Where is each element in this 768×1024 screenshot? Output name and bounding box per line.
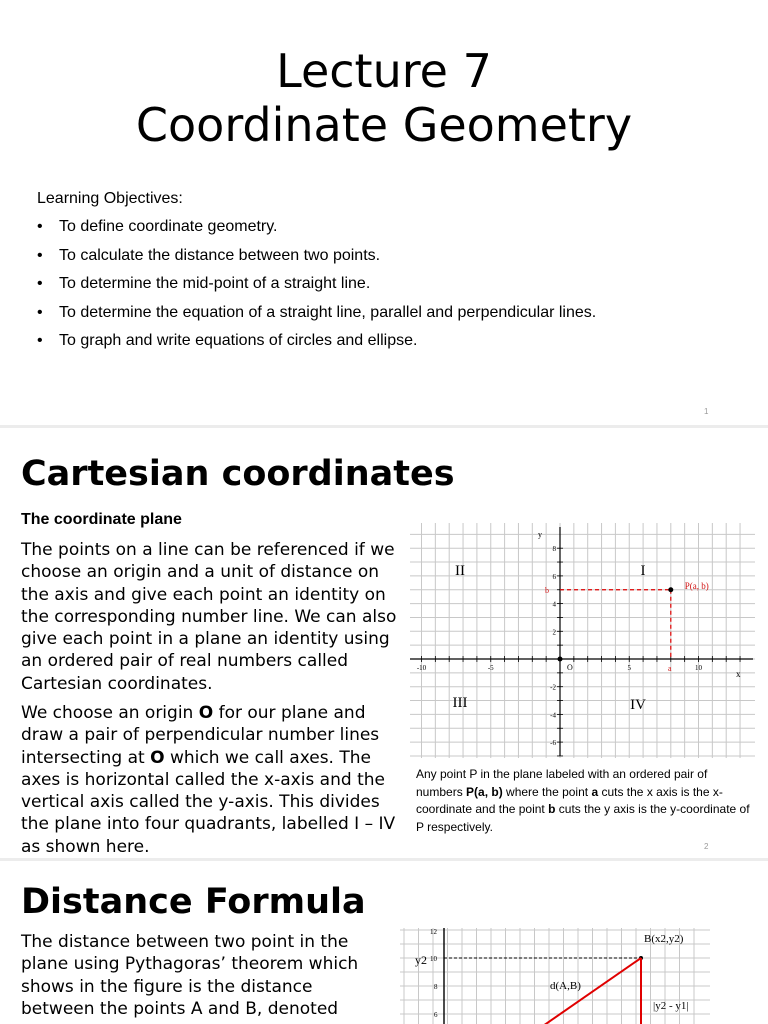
objective-text: To define coordinate geometry. [59, 218, 278, 235]
paragraph: The distance between two point in the plane using Pythagoras’ theorem which shows in the figure is the distance between the points A and B, denoted [21, 932, 359, 1019]
slide-heading: Cartesian coordinates [21, 454, 455, 494]
text-run: cuts the x axis is the x-coordinate and the point [416, 784, 723, 816]
quadrant-label-ii: II [455, 563, 465, 579]
paragraph-1: The points on a line can be referenced if we choose an origin and a unit of distance on the axis and give each point an identity on the corresponding number line. We can also give each point in a plane an identity using an ordered pair of real numbers called Cartesian coordinates. [21, 540, 397, 694]
objective-text: To calculate the distance between two points. [59, 246, 381, 264]
slide-divider [0, 858, 768, 861]
objectives-list [37, 216, 737, 352]
text-run: cuts the y axis is the y-coordinate of P respectively. [416, 802, 750, 834]
learning-objectives [37, 188, 737, 359]
title-line-1: Lecture 7 [276, 44, 492, 98]
y2-label: y2 [415, 953, 427, 967]
bold-run: P(a, b) [466, 784, 503, 799]
bullet-icon: • [37, 218, 43, 235]
y-axis-label: y [538, 530, 542, 539]
y-tick-label: 6 [552, 572, 556, 581]
objective-item [37, 245, 737, 267]
objective-item [37, 216, 737, 238]
point-b-label: B(x2,y2) [644, 933, 684, 945]
x-axis-label: x [736, 669, 741, 679]
a-label: a [668, 664, 672, 673]
y-tick-label: 10 [430, 955, 437, 963]
point-p-marker [668, 587, 673, 592]
slide-lecture-title [0, 0, 768, 425]
origin-label: O [567, 663, 573, 672]
y-tick-label: -6 [550, 739, 556, 748]
x-tick-label: -5 [487, 664, 494, 672]
quadrant-label-iv: IV [630, 697, 646, 713]
bullet-icon: • [37, 332, 43, 350]
text-run: Any point P in the plane labeled with an ordered pair of numbers [416, 767, 708, 799]
objective-item [37, 330, 737, 352]
origin-bold: O [198, 703, 214, 723]
quadrant-label-iii: III [452, 695, 468, 711]
text-run: which we call axes. The axes is horizontal called the x-axis and the vertical axis called the y-axis. This divides the plane into four quadrants, labelled I – IV as shown here. [21, 747, 396, 857]
text-run: where the point [502, 784, 592, 799]
bullet-icon: • [37, 303, 43, 321]
b-label: b [545, 585, 549, 595]
title-line-2: Coordinate Geometry [135, 98, 633, 152]
y-tick-label: 2 [552, 628, 556, 637]
slide-distance-formula [0, 862, 768, 1024]
page-number: 2 [704, 842, 709, 851]
objective-text: To determine the mid-point of a straight line. [59, 275, 371, 293]
figure-caption [416, 766, 756, 836]
coordinate-plane-figure [410, 523, 755, 758]
quadrant-label-i: I [640, 563, 646, 579]
bullet-icon: • [37, 246, 43, 264]
x-tick-label: 10 [695, 664, 702, 672]
y-tick-label: 6 [434, 1011, 438, 1019]
page-number: 1 [704, 407, 709, 416]
point-p-label: P(a, b) [684, 580, 709, 591]
objective-item [37, 302, 737, 324]
origin-bold: O [150, 747, 165, 768]
y-tick-label: 8 [434, 983, 438, 991]
text-run: We choose an origin [21, 703, 199, 723]
bold-run: a [591, 784, 599, 799]
distance-label: d(A,B) [550, 980, 581, 992]
y-difference-label: |y2 - y1| [653, 1000, 689, 1012]
objective-text: To graph and write equations of circles and ellipse. [59, 332, 418, 350]
x-tick-label: 5 [627, 664, 631, 672]
x-tick-label: -10 [416, 664, 427, 672]
objectives-header: Learning Objectives: [37, 190, 183, 207]
objective-text: To determine the equation of a straight line, parallel and perpendicular lines. [59, 303, 597, 321]
grid-lines [410, 523, 755, 758]
paragraph-2 [21, 702, 411, 858]
y-tick-label: 4 [552, 600, 556, 609]
bullet-icon: • [37, 275, 43, 293]
bold-run: b [548, 802, 556, 816]
y-tick-label: 8 [552, 545, 556, 554]
origin-marker [558, 657, 563, 662]
slide-subheading: The coordinate plane [21, 511, 182, 528]
y-tick-label: -4 [550, 711, 556, 720]
distance-figure [400, 928, 710, 1024]
slide-cartesian-coordinates [0, 428, 768, 858]
y-tick-label: -2 [550, 683, 556, 692]
y-tick-label: 12 [430, 928, 437, 936]
axes [410, 527, 753, 756]
objective-item [37, 273, 737, 295]
text-run: for our plane and draw a pair of perpendicular number lines intersecting at [21, 703, 380, 768]
slide-heading: Distance Formula [21, 882, 366, 922]
slide-title [0, 44, 768, 152]
